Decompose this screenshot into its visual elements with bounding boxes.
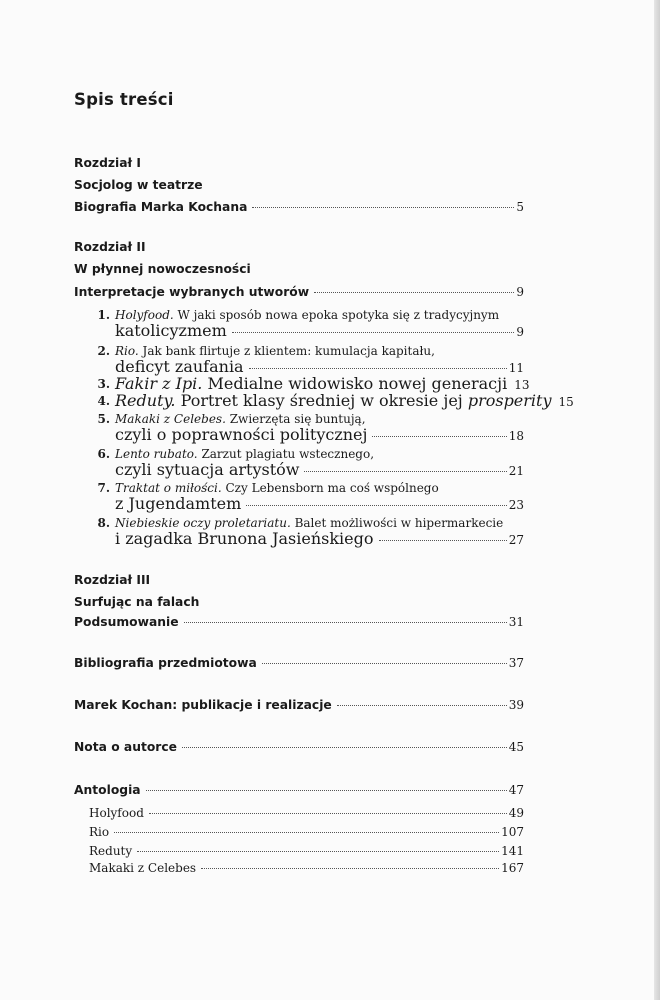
anthology-title: Rio xyxy=(89,825,110,839)
item-number: 1. xyxy=(97,308,110,322)
leader-dots xyxy=(379,540,507,541)
chapter-label: Rozdział I xyxy=(74,156,141,170)
page-number: 18 xyxy=(508,429,524,443)
item-number: 2. xyxy=(97,344,110,358)
anthology-entry[interactable] xyxy=(89,824,524,840)
item-number: 5. xyxy=(97,412,110,426)
item-number: 7. xyxy=(97,481,110,495)
page-number: 39 xyxy=(508,698,524,712)
leader-dots xyxy=(182,747,507,748)
leader-dots xyxy=(252,207,514,208)
page-number: 15 xyxy=(558,395,574,409)
page-number: 21 xyxy=(508,464,524,478)
item-number: 8. xyxy=(97,516,110,530)
item-text: W jaki sposób nowa epoka spotyka się z tradycyjnym xyxy=(173,308,500,322)
item-continuation[interactable] xyxy=(115,427,524,444)
page-number: 5 xyxy=(516,200,524,214)
item-line[interactable] xyxy=(115,391,574,410)
item-continuation[interactable] xyxy=(115,531,524,548)
page-number: 13 xyxy=(514,378,530,392)
item-text: Medialne widowisko nowej generacji xyxy=(202,374,508,393)
item-text: czyli o poprawności politycznej xyxy=(115,425,368,444)
leader-dots xyxy=(184,622,507,623)
item-title: Lento rubato. xyxy=(115,447,198,461)
item-title: Holyfood. xyxy=(115,308,174,322)
page-number: 167 xyxy=(501,861,524,875)
anthology-title: Reduty xyxy=(89,844,133,858)
item-text: katolicyzmem xyxy=(115,321,227,340)
page-number: 45 xyxy=(508,740,524,754)
item-number: 6. xyxy=(97,447,110,461)
toc-entry-title: Marek Kochan: publikacje i realizacje xyxy=(74,698,332,712)
item-text: Balet możliwości w hipermarkecie xyxy=(290,516,504,530)
leader-dots xyxy=(372,436,506,437)
item-title: Rio. xyxy=(115,344,139,358)
anthology-entry[interactable] xyxy=(89,805,524,821)
page-edge xyxy=(654,0,660,1000)
leader-dots xyxy=(337,705,507,706)
leader-dots xyxy=(304,471,506,472)
page-number: 23 xyxy=(508,498,524,512)
item-title: Reduty. xyxy=(115,391,176,410)
toc-entry[interactable] xyxy=(74,655,524,671)
leader-dots xyxy=(314,292,514,293)
leader-dots xyxy=(249,368,507,369)
item-number: 4. xyxy=(97,394,110,408)
chapter-subtitle: W płynnej nowoczesności xyxy=(74,262,251,276)
item-continuation[interactable] xyxy=(115,323,524,340)
page-number: 49 xyxy=(508,806,524,820)
toc-entry[interactable] xyxy=(74,614,524,630)
leader-dots xyxy=(146,790,507,791)
page-number: 27 xyxy=(508,533,524,547)
page-title: Spis treści xyxy=(74,90,174,109)
item-text: Jak bank flirtuje z klientem: kumulacja kapitału, xyxy=(138,344,435,358)
toc-entry[interactable] xyxy=(74,284,524,300)
item-title: Fakir z Ipi. xyxy=(115,374,203,393)
page-number: 9 xyxy=(516,285,524,299)
item-text: Portret klasy średniej w okresie jej xyxy=(175,391,468,410)
item-italic-term: prosperity xyxy=(467,391,552,410)
item-title: Makaki z Celebes. xyxy=(115,412,226,426)
item-number: 3. xyxy=(97,377,110,391)
item-text: Zwierzęta się buntują, xyxy=(225,412,366,426)
anthology-entry[interactable] xyxy=(89,843,524,859)
item-text: Zarzut plagiatu wstecznego, xyxy=(197,447,375,461)
chapter-label: Rozdział II xyxy=(74,240,146,254)
leader-dots xyxy=(262,663,507,664)
page-number: 37 xyxy=(508,656,524,670)
anthology-title: Makaki z Celebes xyxy=(89,861,197,875)
toc-entry-title: Biografia Marka Kochana xyxy=(74,200,248,214)
item-text: deficyt zaufania xyxy=(115,357,244,376)
chapter-subtitle: Surfując na falach xyxy=(74,595,200,609)
page-number: 11 xyxy=(508,361,524,375)
toc-entry-title: Antologia xyxy=(74,783,141,797)
leader-dots xyxy=(201,868,499,869)
toc-entry[interactable] xyxy=(74,697,524,713)
toc-entry-title: Interpretacje wybranych utworów xyxy=(74,285,310,299)
leader-dots xyxy=(149,813,507,814)
chapter-label: Rozdział III xyxy=(74,573,151,587)
item-title: Niebieskie oczy proletariatu. xyxy=(115,516,291,530)
item-text: czyli sytuacja artystów xyxy=(115,460,300,479)
page-number: 107 xyxy=(501,825,524,839)
leader-dots xyxy=(232,332,515,333)
page-number: 47 xyxy=(508,783,524,797)
toc-entry[interactable] xyxy=(74,782,524,798)
toc-entry[interactable] xyxy=(74,739,524,755)
toc-entry[interactable] xyxy=(74,199,524,215)
leader-dots xyxy=(137,851,499,852)
leader-dots xyxy=(114,832,499,833)
page-number: 9 xyxy=(516,325,524,339)
page-number: 141 xyxy=(501,844,524,858)
item-text: z Jugendamtem xyxy=(115,494,242,513)
toc-entry-title: Podsumowanie xyxy=(74,615,179,629)
page-number: 31 xyxy=(508,615,524,629)
item-text: Czy Lebensborn ma coś wspólnego xyxy=(221,481,439,495)
item-title: Traktat o miłości. xyxy=(115,481,222,495)
anthology-title: Holyfood xyxy=(89,806,144,820)
toc-entry-title: Nota o autorce xyxy=(74,740,177,754)
item-text: i zagadka Brunona Jasieńskiego xyxy=(115,529,374,548)
anthology-entry[interactable] xyxy=(89,860,524,876)
toc-entry-title: Bibliografia przedmiotowa xyxy=(74,656,257,670)
item-continuation[interactable] xyxy=(115,496,524,513)
item-continuation[interactable] xyxy=(115,462,524,479)
chapter-subtitle: Socjolog w teatrze xyxy=(74,178,203,192)
leader-dots xyxy=(246,505,506,506)
